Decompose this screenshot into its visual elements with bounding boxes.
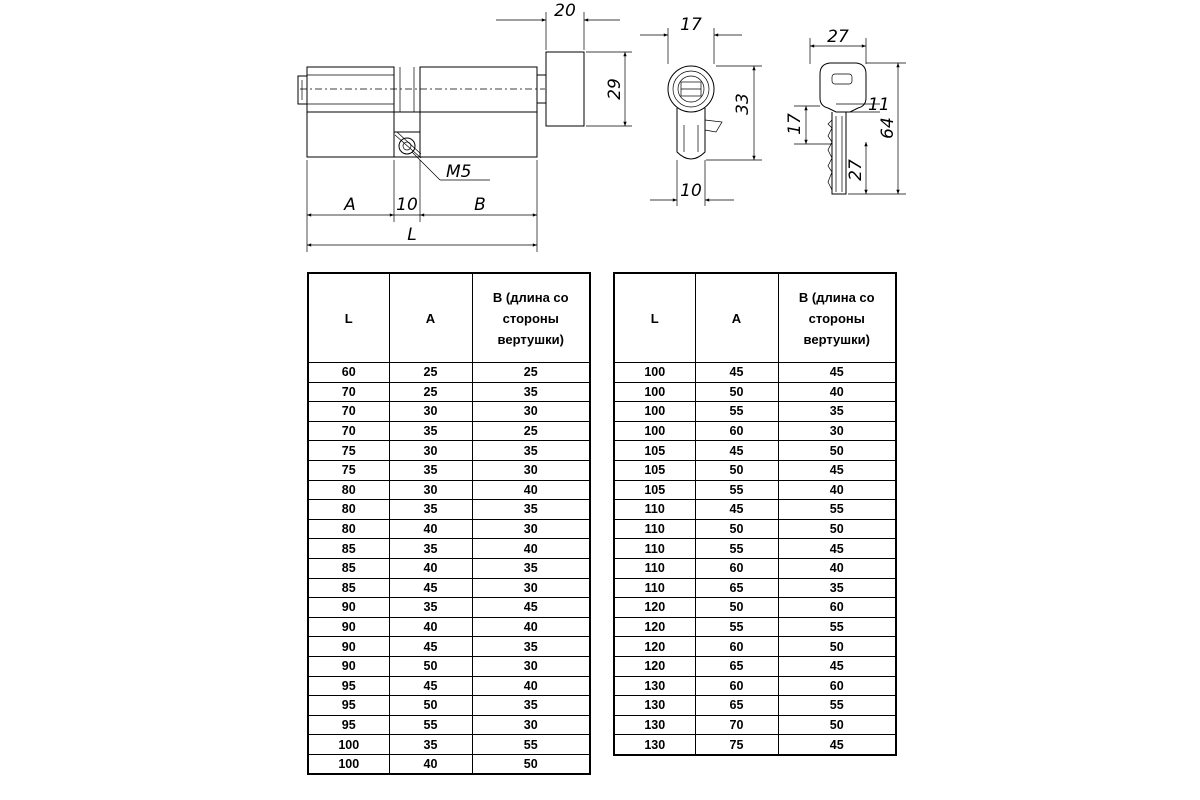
cell-b: 50 [472,754,590,774]
table-body [308,363,590,775]
cell-b: 40 [472,676,590,696]
cell-l: 80 [308,480,389,500]
cell-b: 25 [472,421,590,441]
cell-l: 95 [308,715,389,735]
table-row [614,598,896,618]
table-row [308,500,590,520]
table-row [614,558,896,578]
cell-a: 30 [389,402,472,422]
cell-l: 130 [614,676,695,696]
cell-l: 110 [614,578,695,598]
cell-a: 35 [389,500,472,520]
cell-a: 55 [695,480,778,500]
cell-a: 45 [695,500,778,520]
cell-a: 55 [389,715,472,735]
cell-l: 85 [308,558,389,578]
header-b [778,273,896,363]
table-row [308,421,590,441]
dim-l: L [407,225,417,245]
key-view [785,27,906,194]
cell-l: 100 [614,363,695,383]
cell-l: 120 [614,637,695,657]
cell-b: 50 [778,441,896,461]
cell-a: 55 [695,539,778,559]
table-row [614,676,896,696]
cell-a: 45 [389,578,472,598]
cell-l: 90 [308,656,389,676]
header-b [472,273,590,363]
table-row [614,500,896,520]
cell-l: 95 [308,696,389,716]
cell-a: 50 [389,696,472,716]
cell-b: 35 [778,402,896,422]
cylinder-dimension-drawing [0,0,1200,270]
cell-a: 65 [695,578,778,598]
cell-l: 120 [614,617,695,637]
cell-a: 45 [695,441,778,461]
cell-a: 30 [389,441,472,461]
table-row [308,715,590,735]
table-row [614,441,896,461]
cell-b: 45 [778,656,896,676]
cell-b: 35 [472,637,590,657]
table-row [614,519,896,539]
cell-a: 60 [695,421,778,441]
table-row [614,637,896,657]
header-l: L [308,273,389,363]
table-row [614,578,896,598]
cell-b: 60 [778,676,896,696]
cell-a: 25 [389,363,472,383]
cell-b: 60 [778,598,896,618]
cell-a: 35 [389,735,472,755]
dim-front-bottom: 10 [680,181,702,201]
dim-key-64: 64 [878,117,898,139]
header-b-line1: B (длина со [798,289,875,305]
cell-l: 100 [308,735,389,755]
cell-l: 110 [614,539,695,559]
table-row [308,382,590,402]
cell-l: 85 [308,578,389,598]
header-b-line1: B (длина со [492,289,569,305]
cell-b: 35 [472,382,590,402]
table-row [614,402,896,422]
table-row [614,715,896,735]
header-a: A [695,273,778,363]
cell-b: 35 [472,696,590,716]
cell-a: 45 [389,676,472,696]
cell-l: 85 [308,539,389,559]
table-row [614,363,896,383]
dim-cam-width: 20 [554,1,576,21]
cell-l: 100 [308,754,389,774]
table-row [614,696,896,716]
header-b-line2: стороны [808,310,865,326]
cell-b: 45 [778,735,896,755]
cell-b: 30 [472,715,590,735]
table-header-row [308,273,590,363]
cell-b: 30 [472,402,590,422]
cell-l: 80 [308,519,389,539]
cell-l: 70 [308,421,389,441]
cell-a: 45 [389,637,472,657]
table-row [614,735,896,755]
table-row [308,676,590,696]
cell-b: 40 [472,480,590,500]
cell-l: 105 [614,460,695,480]
header-l: L [614,273,695,363]
table-row [308,637,590,657]
cell-b: 40 [472,617,590,637]
cell-a: 40 [389,519,472,539]
table-row [308,656,590,676]
table-row [308,363,590,383]
dim-key-17: 17 [785,113,805,135]
table-row [308,402,590,422]
cell-a: 35 [389,598,472,618]
cell-a: 60 [695,676,778,696]
header-b-line3: вертушки) [497,331,564,347]
cell-l: 100 [614,382,695,402]
table-row [308,617,590,637]
cell-a: 70 [695,715,778,735]
table-body [614,363,896,755]
cell-l: 120 [614,598,695,618]
cell-b: 30 [778,421,896,441]
header-a: A [389,273,472,363]
dim-10: 10 [396,195,418,215]
cell-l: 75 [308,460,389,480]
cell-a: 40 [389,558,472,578]
table-row [614,460,896,480]
cell-a: 65 [695,696,778,716]
cell-b: 40 [778,480,896,500]
cell-a: 60 [695,637,778,657]
cell-b: 35 [472,558,590,578]
cell-l: 75 [308,441,389,461]
cell-l: 90 [308,598,389,618]
cell-l: 70 [308,382,389,402]
cell-l: 130 [614,735,695,755]
cylinder-side-view [298,1,632,252]
cell-b: 55 [472,735,590,755]
table-row [614,421,896,441]
cell-b: 35 [778,578,896,598]
dim-key-27: 27 [846,159,866,181]
cell-l: 120 [614,656,695,676]
table-row [308,598,590,618]
table-row [614,539,896,559]
cell-a: 50 [695,460,778,480]
table-row [614,617,896,637]
cell-l: 70 [308,402,389,422]
table-row [308,460,590,480]
cell-l: 80 [308,500,389,520]
cell-b: 45 [472,598,590,618]
cell-l: 105 [614,480,695,500]
cell-l: 100 [614,421,695,441]
cell-l: 100 [614,402,695,422]
cell-a: 35 [389,539,472,559]
cell-a: 55 [695,617,778,637]
dim-cam-height: 29 [605,78,625,100]
dim-b: B [474,195,486,215]
cell-a: 40 [389,617,472,637]
cylinder-front-view [640,15,762,206]
header-b-line2: стороны [502,310,559,326]
cell-l: 110 [614,558,695,578]
cell-b: 30 [472,656,590,676]
dim-key-width: 27 [827,27,849,47]
cell-b: 30 [472,460,590,480]
cell-a: 50 [695,382,778,402]
cell-l: 105 [614,441,695,461]
cell-a: 45 [695,363,778,383]
table-row [308,539,590,559]
header-b-line3: вертушки) [803,331,870,347]
cell-a: 25 [389,382,472,402]
cell-l: 95 [308,676,389,696]
cell-b: 50 [778,715,896,735]
cell-l: 90 [308,617,389,637]
cell-b: 45 [778,460,896,480]
dim-front-height: 33 [733,93,753,115]
cell-l: 60 [308,363,389,383]
cell-a: 35 [389,421,472,441]
cell-l: 110 [614,500,695,520]
table-row [614,656,896,676]
dim-front-width: 17 [680,15,702,35]
cell-a: 50 [695,598,778,618]
cell-l: 130 [614,715,695,735]
table-header-row [614,273,896,363]
cell-l: 90 [308,637,389,657]
table-row [614,480,896,500]
cell-a: 65 [695,656,778,676]
cell-b: 45 [778,363,896,383]
cell-b: 40 [778,558,896,578]
table-row [308,578,590,598]
cell-b: 35 [472,500,590,520]
cell-b: 30 [472,578,590,598]
table-row [308,441,590,461]
table-row [308,519,590,539]
cell-b: 40 [472,539,590,559]
table-row [308,696,590,716]
cell-a: 35 [389,460,472,480]
cell-b: 30 [472,519,590,539]
table-row [308,735,590,755]
cell-a: 60 [695,558,778,578]
table-row [308,558,590,578]
cell-b: 45 [778,539,896,559]
cell-l: 130 [614,696,695,716]
cell-b: 55 [778,696,896,716]
screw-label: M5 [446,162,472,182]
cell-b: 55 [778,617,896,637]
sizes-table-left [307,272,591,775]
cell-a: 30 [389,480,472,500]
cell-a: 40 [389,754,472,774]
cell-b: 55 [778,500,896,520]
cell-l: 110 [614,519,695,539]
cell-a: 50 [695,519,778,539]
table-row [308,480,590,500]
dim-a: A [344,195,356,215]
table-row [614,382,896,402]
cell-a: 50 [389,656,472,676]
dim-key-11: 11 [868,95,890,115]
sizes-table-right [613,272,897,756]
cell-a: 75 [695,735,778,755]
table-row [308,754,590,774]
cell-a: 55 [695,402,778,422]
cell-b: 50 [778,519,896,539]
cell-b: 25 [472,363,590,383]
cell-b: 35 [472,441,590,461]
cell-b: 40 [778,382,896,402]
cell-b: 50 [778,637,896,657]
